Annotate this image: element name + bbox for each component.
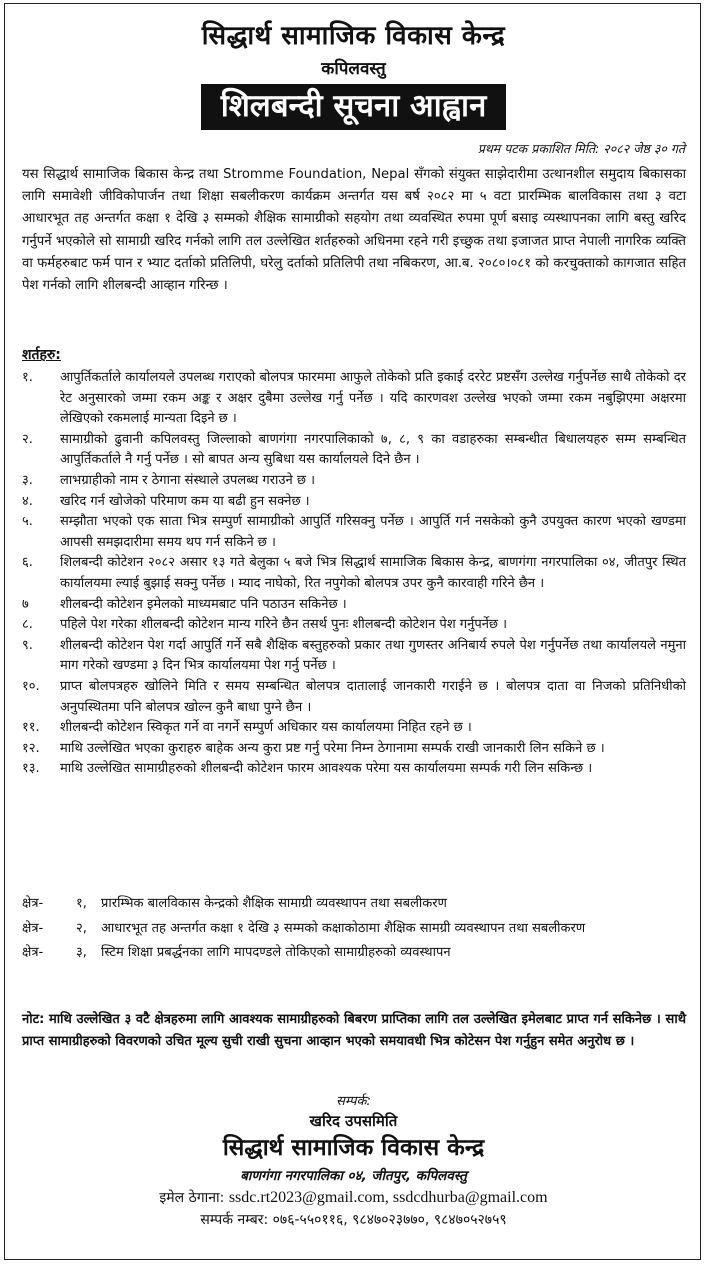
condition-item (22, 636, 686, 677)
intro-paragraph: यस सिद्धार्थ सामाजिक बिकास केन्द्र तथा Stromme Foundation, Nepal सँगको संयुक्त साझेदारीमा उत्थानशील समुदाय बिकासका लागि समावेशी जीविकोपार्जन तथा शिक्षा सबलीकरण कार्यक्रम अन्तर्गत यस बर्ष २०८२ मा ५ वटा प्रारम्भिक बालविकास तथा ३ वटा आधारभूत तह अन्तर्गत कक्षा १ देखि ३ सम्मको शैक्षिक सामाग्रीको सहयोग तथा व्यवस्थित रुपमा पूर्ण बसाइ व्यस्थापनका लागि बस्तु खरिद गर्नुपर्ने भएकोले सो सामाग्री खरिद गर्नको लागि तल उल्लेखित शर्तहरुको अधिनमा रहने गरी इच्छुक तथा इजाजत प्राप्त नेपाली नागरिक व्यक्ति वा फर्महरुबाट फर्म पान र भ्याट दर्ताको प्रतिलिपी, घरेलु दर्ताको प्रतिलिपी तथा नबिकरण, आ.ब. २०८०।०८१ को करचुक्ताको कागजात सहित पेश गर्नको लागि शीलबन्दी आव्हान गरिन्छ । (22, 167, 686, 294)
district-name: कपिलवस्तु (321, 59, 386, 79)
condition-item (22, 759, 686, 780)
condition-text: लाभग्राहीको नाम र ठेगाना संस्थाले उपलब्ध गराउने छ । (60, 472, 316, 488)
condition-number: ५. (22, 514, 33, 530)
condition-text: प्राप्त बोलपत्रहरु खोलिने मिति र समय सम्बन्धित बोलपत्र दातालाई जानकारी गराईने छ । बोलपत्र दाता वा निजको प्रतिनिधीको अनुपस्थितमा पनि बोलपत्र खोल्न कुनै बाधा पुग्ने छैन । (60, 678, 686, 715)
email-label: इमेल ठेगाना: (159, 1190, 225, 1206)
sector-text: स्टिम शिक्षा प्रबर्द्धनका लागि मापदण्डले तोकिएको सामाग्रीहरुको व्यवस्थापन (101, 945, 451, 961)
condition-number: ७ (22, 596, 29, 612)
condition-text: शिलबन्दी कोटेशन २०८२ असार १३ गते बेलुका ५ बजे भित्र सिद्धार्थ सामाजिक बिकास केन्द्र, बाणगंगा नगरपालिका ०४, जीतपुर स्थित कार्यालयमा ल्याई बुझाई सक्नु पर्नेछ । म्याद नाघेको, रित नपुगेको बोलपत्र उपर कुनै कारवाही गरिने छैन । (60, 555, 686, 591)
condition-item (22, 471, 686, 492)
contact-address: बाणगंगा नगरपालिका ०४, जीतपुर, कपिलवस्तु (240, 1168, 467, 1184)
condition-text: आपुर्तिकर्ताले कार्यालयले उपलब्ध गराएको बोलपत्र फारममा आफुले तोकेको प्रति इकाई दररेट प्रष्टसँग उल्लेख गर्नुपर्नेछ साथै तोकेको दर रेट अनुसारको जम्मा रकम अङ्क र अक्षर दुबैमा उल्लेख गर्नु पर्नेछ । यदि कारणवश उल्लेख भएको जम्मा रकम नबुझिएमा अक्षरमा लेखिएको रकमलाई मान्यता दिइने छ । (60, 370, 686, 427)
condition-text: सामाग्रीको ढुवानी कपिलवस्तु जिल्लाको बाणगंगा नगरपालिकाको ७, ८, ९ का वडाहरुका सम्बन्धीत बिधालयहरु सम्म सम्बन्धित आपुर्तिकर्ताले नै गर्नु पर्नेछ । सो बापत अन्य सुबिधा यस कार्यालयले दिने छैन । (60, 431, 686, 468)
condition-item (22, 553, 686, 594)
sector-item (22, 894, 686, 915)
condition-item (22, 512, 686, 553)
condition-item (22, 368, 686, 430)
sector-number: २, (76, 920, 87, 936)
contact-email-line (0, 1187, 707, 1209)
purchase-committee: खरिद उपसमिति (309, 1112, 398, 1130)
condition-number: १२. (22, 740, 40, 756)
condition-item (22, 718, 686, 739)
condition-number: ९. (22, 637, 33, 653)
sector-number: ३, (76, 945, 87, 961)
condition-item (22, 595, 686, 616)
condition-text: सम्झौता भएको एक साता भित्र सम्पुर्ण सामाग्रीको आपुर्ति गरिसक्नु पर्नेछ । आपुर्ति गर्न नसकेको कुनै उपयुक्त कारण भएको खण्डमा आपसी समझदारीमा समय थप गर्न सकिने छ । (60, 514, 686, 550)
sector-label: क्षेत्र- (22, 896, 44, 911)
condition-item (22, 492, 686, 513)
condition-number: ३. (22, 472, 33, 488)
condition-text: शीलबन्दी कोटेशन स्विकृत गर्ने वा नगर्ने सम्पुर्ण अधिकार यस कार्यालयमा निहित रहने छ । (60, 720, 472, 736)
sector-label: क्षेत्र- (22, 920, 44, 936)
condition-number: ११. (22, 720, 40, 736)
condition-text: शीलबन्दी कोटेशन इमेलको माध्यमबाट पनि पठाउन सकिनेछ । (60, 596, 347, 612)
condition-text: माथि उल्लेखित भएका कुराहरु बाहेक अन्य कुरा प्रष्ट गर्नु परेमा निम्न ठेगानामा सम्पर्क राखी जानकारी लिन सकिने छ । (60, 740, 605, 756)
organization-title: सिद्धार्थ सामाजिक विकास केन्द्र (201, 21, 506, 51)
contact-block (0, 1093, 707, 1231)
condition-number: ४. (22, 493, 33, 509)
conditions-heading: शर्तहरु: (22, 347, 61, 363)
condition-text: खरिद गर्न खोजेको परिमाण कम या बढी हुन सक्नेछ । (60, 493, 310, 509)
condition-number: १३. (22, 761, 40, 777)
contact-label: सम्पर्क: (336, 1094, 371, 1109)
condition-number: १. (22, 370, 33, 385)
condition-number: ६. (22, 555, 33, 571)
email-addresses: ssdc.rt2023@gmail.com, ssdcdhurba@gmail.com (228, 1189, 548, 1206)
sector-text: आधारभूत तह अन्तर्गत कक्षा १ देखि ३ सम्मको कक्षाकोठामा शैक्षिक सामग्री व्यवस्थापन तथा सबलीकरण (101, 920, 586, 936)
sectors-list (22, 894, 686, 968)
sector-number: १, (76, 896, 87, 911)
condition-number: ८. (22, 617, 33, 633)
phone-label: सम्पर्क नम्बर: (200, 1212, 269, 1228)
condition-text: पहिले पेश गरेका शीलबन्दी कोटेशन मान्य गरिने छैन तसर्थ पुनः शीलबन्दी कोटेशन पेश गर्नुपर्नेछ । (60, 617, 508, 633)
sector-item (22, 943, 686, 964)
sector-text: प्रारम्भिक बालविकास केन्द्रको शैक्षिक सामाग्री व्यवस्थापन तथा सबलीकरण (101, 896, 447, 911)
condition-text: माथि उल्लेखित सामाग्रीहरुको शीलबन्दी कोटेशन फारम आवश्यक परेमा यस कार्यालयमा सम्पर्क गरी लिन सकिन्छ । (60, 761, 593, 777)
sector-label: क्षेत्र- (22, 945, 44, 961)
condition-item (22, 677, 686, 718)
notice-banner (0, 84, 707, 130)
condition-number: १०. (22, 678, 40, 694)
condition-item (22, 739, 686, 760)
contact-organization: सिद्धार्थ सामाजिक विकास केन्द्र (222, 1135, 485, 1161)
note-paragraph: नोट: माथि उल्लेखित ३ वटै क्षेत्रहरुमा लागि आवश्यक सामाग्रीहरुको बिबरण प्राप्तिका लागि तल उल्लेखित इमेलबाट प्राप्त गर्न सकिनेछ । साथै प्राप्त सामाग्रीहरुको विवरणको उचित मूल्य सुची राखी सुचना आव्हान भएको समयावधी भित्र कोटेसन पेश गर्नुहुन समेत अनुरोध छ । (22, 1012, 686, 1049)
contact-phone-line (0, 1209, 707, 1231)
published-date: प्रथम पटक प्रकाशित मिति: २०८२ जेष्ठ ३० गते (477, 141, 685, 156)
condition-item (22, 430, 686, 471)
condition-text: शीलबन्दी कोटेशन पेश गर्दा आपुर्ति गर्ने सबै शैक्षिक बस्तुहरुको प्रकार तथा गुणस्तर अनिबार्य रुपले पेश गर्नुपर्नेछ तथा कार्यालयले नमुना माग गरेको खण्डमा ३ दिन भित्र कार्यालयमा पेश गर्नु पर्नेछ । (60, 637, 686, 674)
condition-item (22, 615, 686, 636)
condition-number: २. (22, 431, 33, 447)
phone-numbers: ०७६-५५०११६, ९८४७०२३७७०, ९८४७०५२७५९ (272, 1212, 507, 1228)
notice-title: शिलबन्दी सूचना आह्वान (201, 84, 507, 130)
sector-item (22, 919, 686, 940)
conditions-list (22, 368, 686, 780)
